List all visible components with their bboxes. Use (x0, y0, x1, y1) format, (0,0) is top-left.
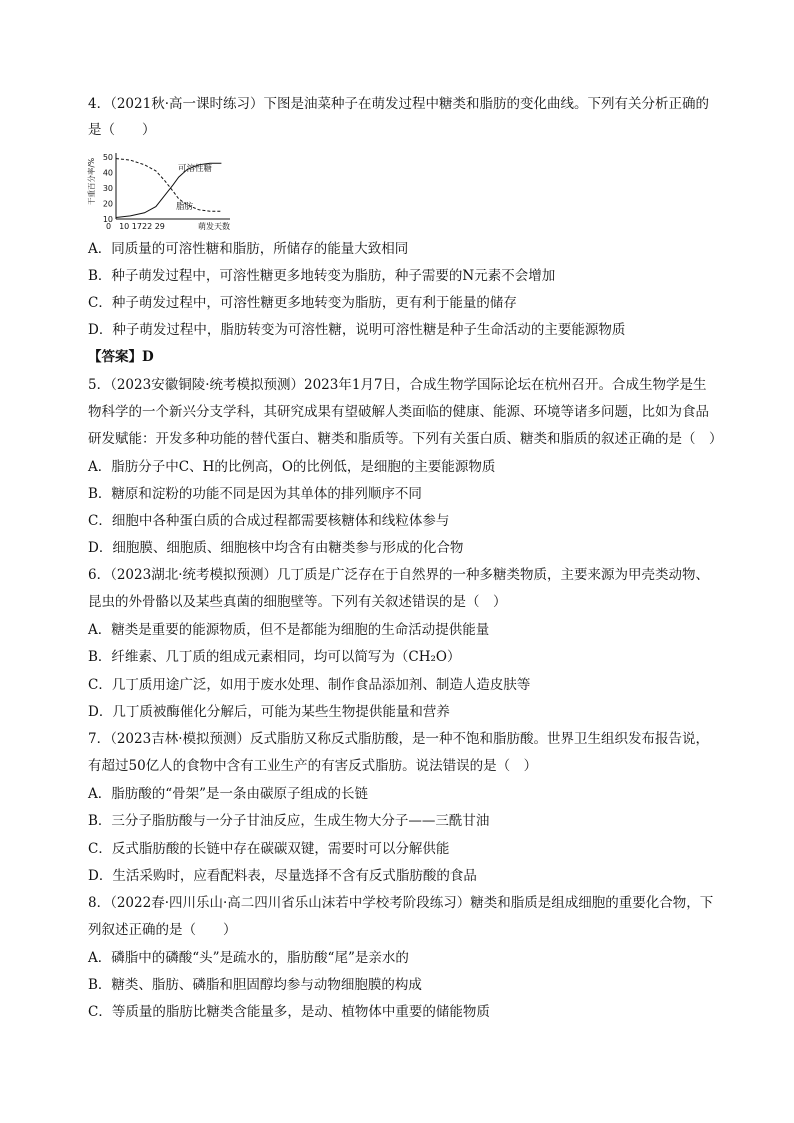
question-5-option-a: A．脂肪分子中C、H的比例高，O的比例低，是细胞的主要能源物质 (88, 459, 496, 475)
chart-y-tick-label: 40 (102, 168, 113, 178)
question-6-option-a: A．糖类是重要的能源物质，但不是都能为细胞的生命活动提供能量 (88, 622, 490, 638)
chart-label-fat: 脂肪 (176, 202, 194, 212)
chart-ylabel: 干重百分率/% (87, 157, 96, 205)
question-8-option-c: C．等质量的脂肪比糖类含能量多，是动、植物体中重要的储能物质 (88, 1004, 490, 1020)
question-4-stem-line-2: 是（ ） (88, 122, 156, 138)
chart-y-tick-label: 20 (102, 199, 113, 209)
chart-y-tick-label: 30 (102, 184, 113, 193)
question-6-option-c: C．几丁质用途广泛，如用于废水处理、制作食品添加剂、制造人造皮肤等 (88, 677, 531, 693)
question-4-option-a: A．同质量的可溶性糖和脂肪，所储存的能量大致相同 (88, 241, 409, 257)
chart-y-tick-label: 10 (102, 215, 113, 224)
question-5-option-b: B．糖原和淀粉的功能不同是因为其单体的排列顺序不同 (88, 486, 422, 502)
chart-label-soluble-sugar: 可溶性糖 (178, 164, 213, 174)
question-5-stem-line-2: 物科学的一个新兴分支学科，其研究成果有望破解人类面临的健康、能源、环境等诸多问题，比如为食品 (88, 404, 709, 420)
question-5-option-c: C．细胞中各种蛋白质的合成过程都需要核糖体和线粒体参与 (88, 513, 450, 529)
question-4-option-b: B．种子萌发过程中，可溶性糖更多地转变为脂肪，种子需要的N元素不会增加 (88, 268, 556, 284)
question-7-stem-line-1: 7．（2023吉林·模拟预测）反式脂肪又称反式脂肪酸，是一种不饱和脂肪酸。世界卫生组织发布报告说， (88, 731, 709, 747)
question-7-stem-line-2: 有超过50亿人的食物中含有工业生产的有害反式脂肪。说法错误的是（ ） (88, 758, 538, 774)
question-6-stem-line-2: 昆虫的外骨骼以及某些真菌的细胞壁等。下列有关叙述错误的是（ ） (88, 594, 507, 610)
question-5-option-d: D．细胞膜、细胞质、细胞核中均含有由糖类参与形成的化合物 (88, 540, 464, 556)
question-4-answer: 【答案】D (88, 349, 154, 365)
question-6-option-d: D．几丁质被酶催化分解后，可能为某些生物提供能量和营养 (88, 704, 450, 720)
chart-x-tick-labels: 0 10 1722 29 (106, 222, 165, 231)
chart-svg (88, 145, 238, 233)
question-7-option-d: D．生活采购时，应看配料表，尽量选择不含有反式脂肪酸的食品 (88, 868, 477, 884)
question-6-option-b: B．纤维素、几丁质的组成元素相同，均可以简写为（CH₂O） (88, 649, 461, 665)
question-4-option-d: D．种子萌发过程中，脂肪转变为可溶性糖，说明可溶性糖是种子生命活动的主要能源物质 (88, 322, 626, 338)
chart-xlabel: 萌发天数 (198, 222, 230, 231)
question-5-stem-line-3: 研发赋能：开发多种功能的替代蛋白、糖类和脂质等。下列有关蛋白质、糖类和脂质的叙述正确的是（ ） (88, 431, 723, 447)
seed-germination-chart (88, 145, 238, 233)
question-4-stem-line-1: 4．（2021秋·高一课时练习）下图是油菜种子在萌发过程中糖类和脂肪的变化曲线。下列有关分析正确的 (88, 96, 709, 112)
question-7-option-a: A．脂肪酸的“骨架”是一条由碳原子组成的长链 (88, 786, 369, 802)
question-5-stem-line-1: 5．（2023安徽铜陵·统考模拟预测）2023年1月7日，合成生物学国际论坛在杭州召开。合成生物学是生 (88, 377, 707, 393)
question-8-option-a: A．磷脂中的磷酸“头”是疏水的，脂肪酸“尾”是亲水的 (88, 950, 409, 966)
question-8-stem-line-2: 列叙述正确的是（ ） (88, 922, 237, 938)
chart-y-ticks (103, 153, 113, 224)
question-7-option-b: B．三分子脂肪酸与一分子甘油反应，生成生物大分子——三酰甘油 (88, 813, 490, 829)
question-8-stem-line-1: 8．（2022春·四川乐山·高二四川省乐山沫若中学校考阶段练习）糖类和脂质是组成细胞的重要化合物，下 (88, 895, 714, 911)
question-8-option-b: B．糖类、脂肪、磷脂和胆固醇均参与动物细胞膜的构成 (88, 977, 422, 993)
question-4-option-c: C．种子萌发过程中，可溶性糖更多地转变为脂肪，更有利于能量的储存 (88, 295, 517, 311)
chart-y-tick-label: 50 (102, 153, 113, 162)
question-7-option-c: C．反式脂肪酸的长链中存在碳碳双键，需要时可以分解供能 (88, 841, 450, 857)
question-6-stem-line-1: 6．（2023湖北·统考模拟预测）几丁质是广泛存在于自然界的一种多糖类物质，主要来源为甲壳类动物、 (88, 567, 709, 583)
